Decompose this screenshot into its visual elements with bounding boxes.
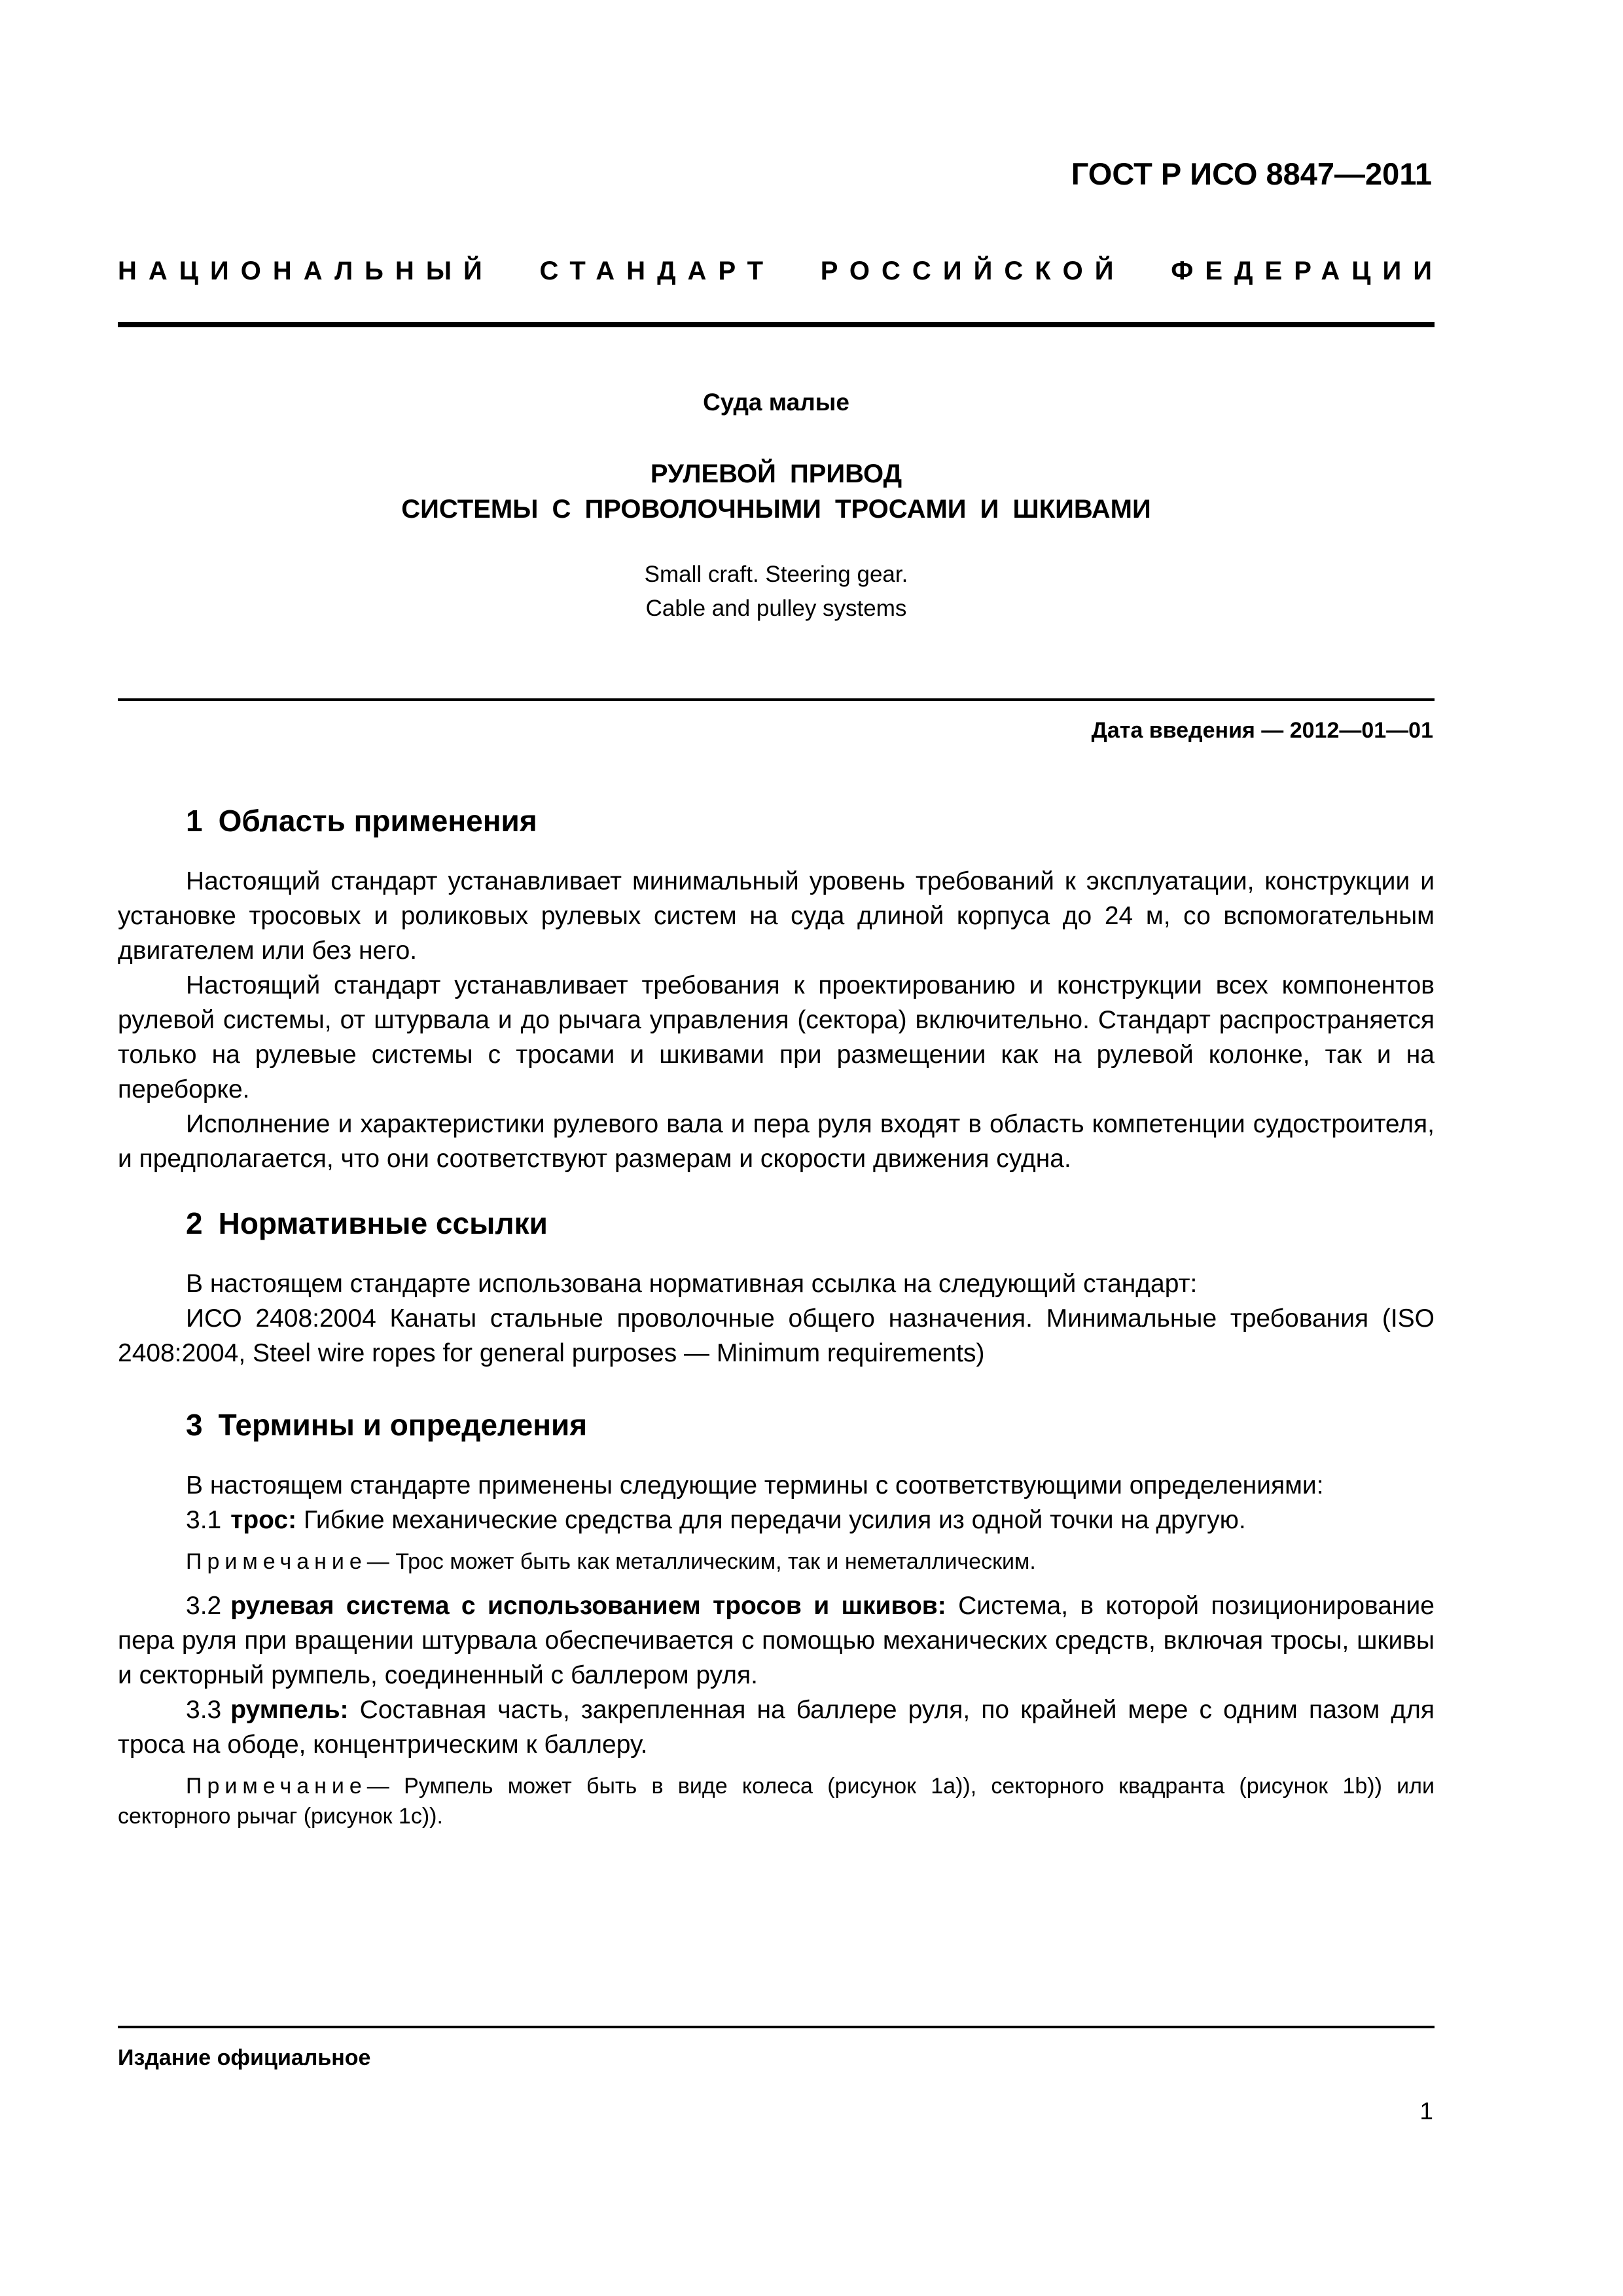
national-title-word: РОССИЙСКОЙ <box>820 257 1126 285</box>
national-title-word: ФЕДЕРАЦИИ <box>1171 257 1444 285</box>
term-definition: Система, в которой позиционирование пера руля при вращении штурвала обеспечивается с помощью механических средств, включая тросы, шкивы и секторный румпель, соединенный с баллером руля. <box>118 1592 1435 1689</box>
term-3-3: 3.3 румпель: Составная часть, закрепленная на баллере руля, по крайней мере с одним пазом для троса на ободе, концентрическим к баллеру. <box>118 1696 1435 1759</box>
document-title-ru <box>118 456 1435 527</box>
section-title: Нормативные ссылки <box>218 1206 548 1240</box>
note-label: Примечание <box>186 1549 367 1574</box>
national-title-word: НАЦИОНАЛЬНЫЙ <box>118 257 494 285</box>
section-number: 2 <box>186 1206 203 1240</box>
section-2-body <box>118 1266 1435 1371</box>
gost-number: ГОСТ Р ИСО 8847—2011 <box>1071 156 1432 191</box>
paragraph: Настоящий стандарт устанавливает требования к проектированию и конструкции всех компонентов рулевой системы, от штурвала и до рычага управления (сектора) включительно. Стандарт распространяется только на рулевые системы с тросами и шкивами при размещении как на рулевой колонке, так и на переборке. <box>118 971 1435 1103</box>
section-number: 3 <box>186 1408 203 1442</box>
paragraph: Исполнение и характеристики рулевого вала и пера руля входят в область компетенции судостроителя, и предполагается, что они соответствуют размерам и скорости движения судна. <box>118 1110 1435 1173</box>
term-3-1: 3.1 трос: Гибкие механические средства для передачи усилия из одной точки на другую. <box>186 1506 1246 1534</box>
title-ru-line: РУЛЕВОЙ ПРИВОД <box>650 459 902 488</box>
term-definition: Гибкие механические средства для передачи усилия из одной точки на другую. <box>303 1506 1246 1534</box>
title-en-line: Small craft. Steering gear. <box>644 562 908 587</box>
section-1-heading <box>186 803 537 838</box>
note-2: Примечание— Румпель может быть в виде колеса (рисунок 1a)), секторного квадранта (рисунок 1b)) или секторного рычаг (рисунок 1c)). <box>118 1774 1435 1829</box>
note-label: Примечание <box>186 1774 367 1799</box>
title-divider <box>118 698 1435 701</box>
section-title: Термины и определения <box>218 1408 588 1442</box>
term-name: румпель: <box>230 1696 349 1724</box>
national-standard-title <box>118 257 1444 286</box>
paragraph: Настоящий стандарт устанавливает минимальный уровень требований к эксплуатации, конструкции и установке тросовых и роликовых рулевых систем на суда длиной корпуса до 24 м, со вспомогательным двигателем или без него. <box>118 867 1435 965</box>
term-definition: Составная часть, закрепленная на баллере руля, по крайней мере с одним пазом для троса на ободе, концентрическим к баллеру. <box>118 1696 1435 1759</box>
paragraph: В настоящем стандарте использована нормативная ссылка на следующий стандарт: <box>186 1270 1198 1298</box>
document-title-en <box>118 558 1435 626</box>
title-ru-line: СИСТЕМЫ С ПРОВОЛОЧНЫМИ ТРОСАМИ И ШКИВАМИ <box>401 495 1151 524</box>
normative-reference: ИСО 2408:2004 Канаты стальные проволочные общего назначения. Минимальные требования (ISO 2408:2004, Steel wire ropes for general purposes — Minimum requirements) <box>118 1304 1435 1367</box>
paragraph: В настоящем стандарте применены следующие термины с соответствующими определениями: <box>186 1471 1324 1499</box>
section-title: Область применения <box>218 804 537 838</box>
section-1-body <box>118 864 1435 1176</box>
introduction-date: Дата введения — 2012—01—01 <box>1091 718 1433 743</box>
page-number: 1 <box>1419 2098 1433 2125</box>
title-en-line: Cable and pulley systems <box>645 596 907 621</box>
header-divider <box>118 322 1435 327</box>
section-3-heading <box>186 1407 587 1443</box>
note-1: Примечание— Трос может быть как металлическим, так и неметаллическим. <box>186 1549 1036 1574</box>
official-edition-label: Издание официальное <box>118 2045 371 2070</box>
term-name: трос: <box>230 1506 297 1534</box>
section-number: 1 <box>186 804 203 838</box>
term-3-2: 3.2 рулевая система с использованием тросов и шкивов: Система, в которой позиционирование пера руля при вращении штурвала обеспечивается с помощью механических средств, включая тросы, шкивы и секторный румпель, соединенный с баллером руля. <box>118 1592 1435 1689</box>
section-3-body <box>118 1468 1435 1831</box>
section-2-heading <box>186 1206 548 1241</box>
document-subject: Суда малые <box>703 389 849 416</box>
term-name: рулевая система с использованием тросов и шкивов: <box>230 1592 946 1620</box>
footer-divider <box>118 2026 1435 2028</box>
national-title-word: СТАНДАРТ <box>539 257 776 285</box>
